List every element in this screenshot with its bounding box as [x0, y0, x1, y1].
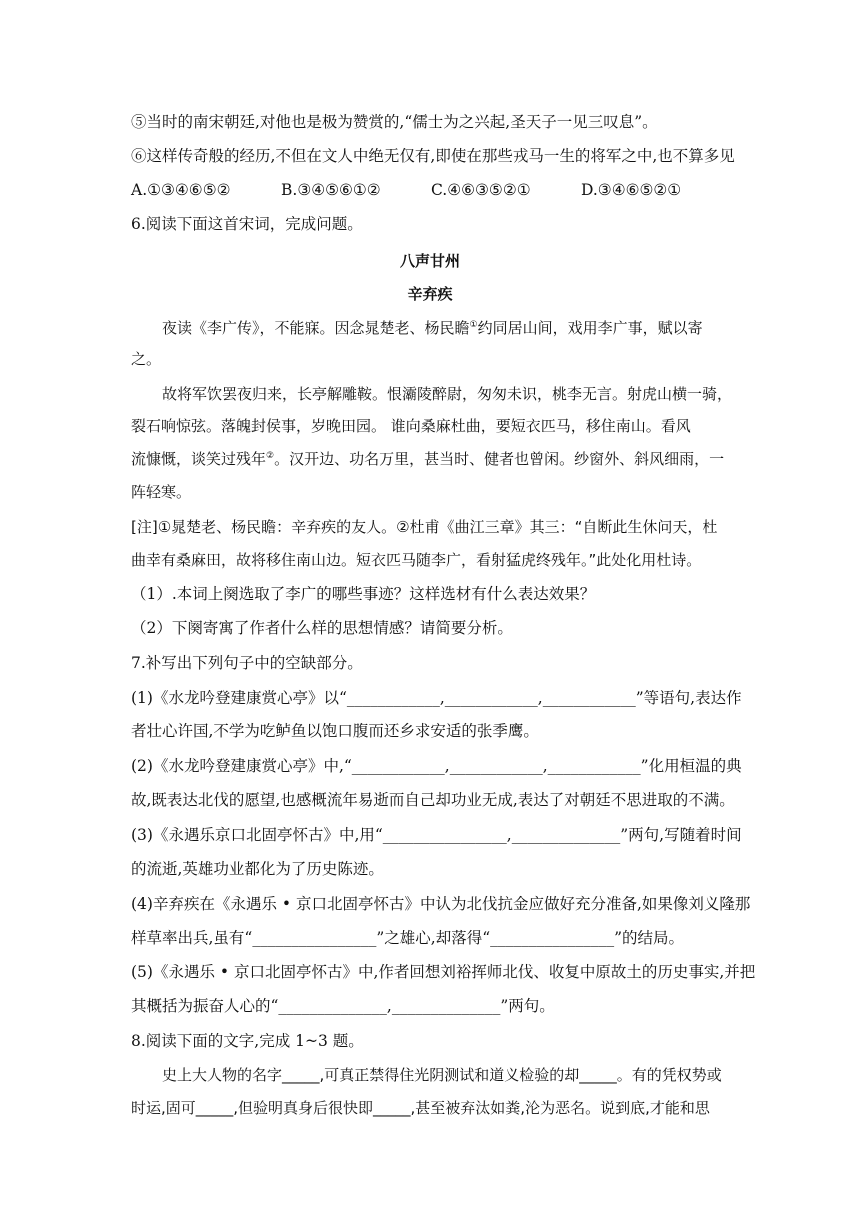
option-b: B.③④⑤⑥①②	[281, 181, 381, 199]
note-line-2: 曲幸有桑麻田，故将移住南山边。短衣匹马随李广，看射猛虎终残年。”此处化用杜诗。	[131, 551, 702, 569]
preface-text-a: 夜读《李广传》，不能寐。因念晁楚老、杨民瞻	[162, 319, 470, 337]
q7-p1-line-1: (1)《水龙吟登建康赏心亭》以“____________,____________,____________”等语句,表达作	[131, 689, 742, 707]
q8-stem: 8.阅读下面的文字,完成 1~3 题。	[131, 1032, 364, 1050]
q7-p2-line-2: 故,既表达北伐的愿望,也感概流年易逝而自己却功业无成,表达了对朝廷不思进取的不满。	[131, 791, 735, 809]
q5-item-5: ⑤当时的南宋朝廷,对他也是极为赞赏的,“儒士为之兴起,圣天子一见三叹息”。	[131, 113, 658, 131]
q7-p5-line-1: (5)《永遇乐 • 京口北固亭怀古》中,作者回想刘裕挥师北伐、收复中原故土的历史事实,并把	[131, 963, 756, 981]
poem-body-line-4: 阵轻寒。	[131, 483, 192, 501]
q7-p4-line-1: (4)辛弃疾在《永遇乐 • 京口北固亭怀古》中认为北伐抗金应做好充分准备,如果像刘义隆那	[131, 895, 751, 913]
poem-body-line-3	[131, 449, 731, 469]
option-d: D.③④⑥⑤②①	[581, 181, 682, 199]
q8-passage-line-1: 史上大人物的名字_____,可真正禁得住光阴测试和道义检验的却_____。有的凭权势或	[162, 1066, 722, 1084]
footnote-marker-1: ①	[469, 320, 478, 330]
note-line-1: [注]①晁楚老、杨民瞻：辛弃疾的友人。②杜甫《曲江三章》其三：“自断此生休问天，杜	[131, 518, 718, 536]
poem-body-line-1: 故将军饮罢夜归来，长亭解雕鞍。恨灞陵醉尉，匆匆未识，桃李无言。射虎山横一骑，	[162, 385, 733, 403]
body-text-a: 流慷慨，谈笑过残年	[131, 450, 267, 468]
q6-subquestion-2: （2）下阕寄寓了作者什么样的思想情感？请简要分析。	[131, 619, 513, 637]
q8-passage-line-2: 时运,固可_____,但验明真身后很快即_____,甚至被弃汰如粪,沦为恶名。说到底,才能和思	[131, 1099, 710, 1117]
q7-p4-line-2: 样草率出兵,虽有“________________”之雄心,却落得“________________”的结局。	[131, 929, 685, 947]
q7-p3-line-1: (3)《永遇乐京口北固亭怀古》中,用“________________,______________”两句,写随着时间	[131, 826, 742, 844]
option-a: A.①③④⑥⑤②	[131, 181, 231, 199]
preface-text-b: 约同居山间，戏用李广事，赋以寄	[477, 319, 703, 337]
q5-item-6: ⑥这样传奇般的经历,不但在文人中绝无仅有,即使在那些戎马一生的将军之中,也不算多见	[131, 147, 735, 165]
poem-title: 八声甘州	[399, 252, 460, 270]
q6-stem: 6.阅读下面这首宋词，完成问题。	[131, 215, 363, 233]
poem-author: 辛弃疾	[407, 285, 453, 303]
q6-subquestion-1: （1）.本词上阕选取了李广的哪些事迹？这样选材有什么表达效果？	[131, 585, 596, 603]
preface-line-1	[162, 318, 762, 338]
q7-p5-line-2: 其概括为振奋人心的“______________,______________”两句。	[131, 997, 555, 1015]
q7-p2-line-1: (2)《水龙吟登建康赏心亭》中,“____________,____________,____________”化用桓温的典	[131, 757, 742, 775]
poem-body-line-2: 裂石响惊弦。落魄封侯事，岁晚田园。 谁向桑麻杜曲，要短衣匹马，移住南山。看风	[131, 417, 691, 435]
option-c: C.④⑥③⑤②①	[431, 181, 531, 199]
preface-line-2: 之。	[131, 350, 162, 368]
q7-p1-line-2: 者壮心许国,不学为吃鲈鱼以饱口腹而还乡求安适的张季鹰。	[131, 722, 539, 740]
q7-stem: 7.补写出下列句子中的空缺部分。	[131, 654, 363, 672]
body-text-b: 。汉开边、功名万里，甚当时、健者也曾闲。纱窗外、斜风细雨，一	[274, 450, 725, 468]
q7-p3-line-2: 的流逝,英雄功业都化为了历史陈迹。	[131, 860, 384, 878]
footnote-marker-2: ②	[266, 451, 275, 461]
